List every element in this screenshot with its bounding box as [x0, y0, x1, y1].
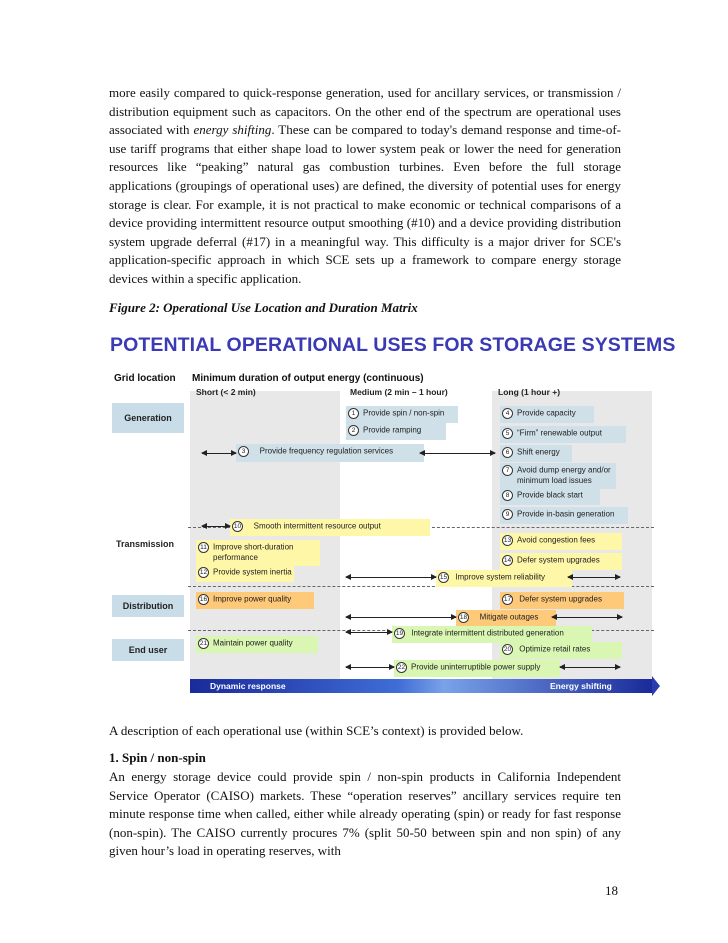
use-15-number: 15 — [439, 574, 448, 581]
energy-shifting-emphasis: energy shifting — [193, 122, 272, 138]
use-15 — [436, 570, 572, 587]
use-18-range-arrow-right — [552, 617, 622, 618]
use-1 — [346, 406, 458, 423]
section-heading: 1. Spin / non-spin — [109, 750, 206, 765]
use-11-label: Improve short-duration — [213, 542, 294, 552]
use-21-number: 21 — [199, 640, 208, 647]
use-13-number: 13 — [503, 537, 512, 544]
use-7 — [500, 463, 616, 489]
use-14-label: Defer system upgrades — [517, 555, 600, 565]
use-12-number: 12 — [199, 569, 208, 576]
use-12-label: Provide system inertia — [213, 567, 292, 577]
use-17 — [500, 592, 624, 609]
use-19-range-arrow — [346, 632, 392, 633]
use-15-range-arrow-right — [568, 577, 620, 578]
use-3 — [236, 444, 424, 462]
use-3-range-arrow-right — [420, 453, 495, 454]
use-10-number: 10 — [233, 523, 242, 530]
use-22 — [394, 660, 560, 677]
grid-location-header: Grid location — [114, 373, 176, 384]
energy-shifting-label: Energy shifting — [550, 681, 612, 691]
use-8-label: Provide black start — [517, 490, 583, 500]
use-22-range-arrow-right — [560, 667, 620, 668]
use-10 — [230, 519, 430, 536]
figure-operational-uses-matrix — [110, 330, 676, 702]
use-4 — [500, 406, 594, 423]
use-6-number: 6 — [502, 447, 513, 458]
use-9-label: Provide in-basin generation — [517, 509, 615, 519]
use-21 — [196, 636, 318, 653]
use-8 — [500, 488, 600, 505]
use-18-range-arrow — [346, 617, 456, 618]
use-11 — [196, 540, 320, 566]
use-14 — [500, 553, 622, 570]
use-2-number: 2 — [348, 425, 359, 436]
use-18-number: 18 — [459, 614, 468, 621]
use-21-label: Maintain power quality — [213, 638, 293, 648]
use-2 — [346, 423, 446, 440]
loc-distribution-label: Distribution — [122, 601, 174, 611]
use-14-number: 14 — [503, 557, 512, 564]
use-16-label: Improve power quality — [213, 594, 292, 604]
use-7-label: Avoid dump energy and/or — [517, 465, 611, 475]
use-22-range-arrow — [346, 667, 394, 668]
loc-distribution — [112, 595, 184, 617]
loc-transmission: Transmission — [116, 539, 175, 549]
use-1-label: Provide spin / non-spin — [363, 408, 445, 418]
page-number: 18 — [605, 883, 618, 898]
col-long-header: Long (1 hour +) — [498, 387, 561, 397]
use-6 — [500, 445, 572, 462]
loc-generation-label: Generation — [124, 413, 172, 423]
duration-header: Minimum duration of output energy (continuous) — [192, 373, 424, 384]
use-3-range-arrow — [202, 453, 236, 454]
use-5-number: 5 — [502, 428, 513, 439]
use-11-number: 11 — [198, 542, 209, 553]
use-16 — [196, 592, 314, 609]
use-17-label: Defer system upgrades — [519, 594, 602, 604]
use-16-number: 16 — [199, 596, 208, 603]
loc-generation — [112, 403, 184, 433]
use-13-label: Avoid congestion fees — [517, 535, 596, 545]
use-2-label: Provide ramping — [363, 425, 422, 435]
use-9 — [500, 507, 628, 524]
use-17-number: 17 — [503, 596, 512, 603]
use-3-label: Provide frequency regulation services — [259, 446, 394, 456]
use-8-number: 8 — [502, 490, 513, 501]
use-7-number: 7 — [502, 465, 513, 476]
use-5 — [500, 426, 626, 443]
use-7-label-line2: minimum load issues — [517, 476, 592, 485]
figure-caption: Figure 2: Operational Use Location and Duration Matrix — [109, 300, 418, 315]
figure-title: POTENTIAL OPERATIONAL USES FOR STORAGE SYSTEMS — [110, 334, 676, 356]
use-6-label: Shift energy — [517, 447, 560, 457]
use-4-label: Provide capacity — [517, 408, 576, 418]
use-9-number: 9 — [502, 509, 513, 520]
use-19-number: 19 — [395, 630, 404, 637]
separator-trans-dist — [188, 586, 654, 587]
use-10-range-arrow — [202, 526, 230, 527]
col-short-header: Short (< 2 min) — [196, 387, 256, 397]
use-10-label: Smooth intermittent resource output — [253, 521, 381, 531]
use-20 — [500, 642, 622, 659]
loc-enduser — [112, 639, 184, 661]
loc-enduser-label: End user — [128, 645, 168, 655]
use-18 — [456, 610, 556, 627]
use-20-label: Optimize retail rates — [519, 644, 591, 654]
col-medium-header: Medium (2 min – 1 hour) — [350, 387, 448, 397]
use-11-label-line2: performance — [213, 553, 258, 562]
use-19-label: Integrate intermittent distributed generation — [411, 628, 564, 638]
use-4-number: 4 — [502, 408, 513, 419]
use-22-label: Provide uninterruptible power supply — [411, 662, 541, 672]
use-13 — [500, 533, 622, 550]
use-20-number: 20 — [503, 646, 512, 653]
use-5-label: “Firm” renewable output — [517, 428, 602, 438]
use-1-number: 1 — [348, 408, 359, 419]
use-15-label: Improve system reliability — [455, 572, 546, 582]
use-3-number: 3 — [238, 446, 249, 457]
use-15-range-arrow — [346, 577, 436, 578]
use-12 — [196, 565, 294, 582]
use-22-number: 22 — [397, 664, 406, 671]
after-figure-text: A description of each operational use (within SCE’s context) is provided below. — [109, 723, 524, 738]
intro-paragraph-text: more easily compared to quick-response generation, used for ancillary services, or transmission / distribution equipment such as capacitors. On the other end of the spectrum are operational uses associated with energy shifting. These can be compared to today's demand response and time-of-use tariff programs that either shape load to lower system peak or lower the need for generation resources like “peaking” natural gas combustion turbines. Even before the full storage applications (groupings of operational uses) are defined, the diversity of potential uses for energy storage is clear. For example, it is not practical to make economic or technical comparisons of a device providing intermittent resource output smoothing (#10) and a device providing distribution system upgrade deferral (#17) in a meaningful way. This difficulty is a major driver for SCE's application-specific approach in which SCE sets up a framework to compare energy storage devices within a specific application. — [109, 85, 621, 286]
section-paragraph: An energy storage device could provide spin / non-spin products in California Independent Service Operator (CAISO) markets. These “operation reserves” ancillary services require ten minute response time when called, either while already operating (spin) or ready for fast response (non-spin). The CAISO currently procures 7% (split 50-50 between spin and non spin) of any given hour’s load in operating reserves, with — [109, 769, 621, 859]
use-19 — [392, 626, 592, 643]
use-18-label: Mitigate outages — [479, 612, 539, 622]
intro-paragraph — [109, 84, 621, 289]
dynamic-response-label: Dynamic response — [210, 681, 286, 691]
